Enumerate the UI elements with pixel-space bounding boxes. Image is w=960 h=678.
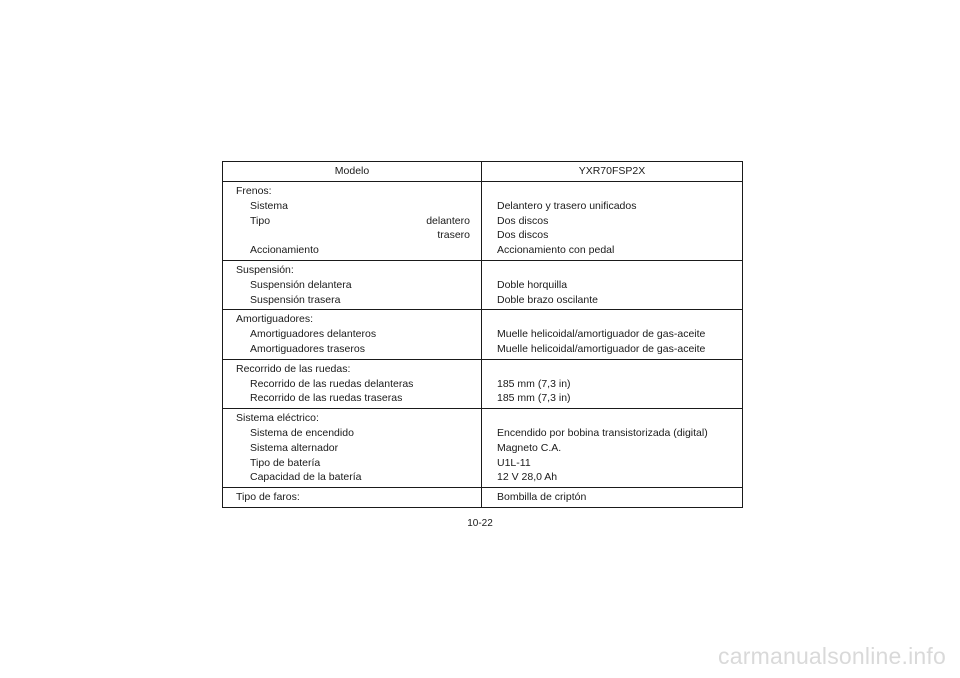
spec-row bbox=[223, 214, 743, 229]
spec-header bbox=[223, 162, 743, 182]
spec-value: Accionamiento con pedal bbox=[497, 244, 615, 257]
spec-row bbox=[223, 199, 743, 214]
spec-label: Recorrido de las ruedas delanteras bbox=[250, 377, 414, 390]
spec-label: Sistema bbox=[250, 199, 288, 212]
spec-row bbox=[223, 456, 743, 471]
spec-row bbox=[223, 228, 743, 243]
spec-label: Sistema alternador bbox=[250, 441, 339, 454]
spec-value: Dos discos bbox=[497, 214, 549, 227]
spec-section bbox=[223, 409, 743, 488]
section-title: Sistema eléctrico: bbox=[236, 412, 319, 425]
spec-value: Muelle helicoidal/amortiguador de gas-aceite bbox=[497, 342, 706, 355]
model-value: YXR70FSP2X bbox=[578, 165, 646, 177]
spec-sublabel: delantero bbox=[426, 214, 470, 227]
spec-label: Suspensión delantera bbox=[250, 278, 352, 291]
section-title: Tipo de faros: bbox=[236, 491, 300, 504]
page-number: 10-22 bbox=[467, 518, 493, 529]
spec-label: Amortiguadores traseros bbox=[250, 342, 365, 355]
section-title-row bbox=[223, 260, 743, 277]
spec-row bbox=[223, 293, 743, 310]
section-title: Frenos: bbox=[236, 185, 272, 197]
spec-section bbox=[223, 182, 743, 261]
section-title-row bbox=[223, 310, 743, 327]
spec-value: 185 mm (7,3 in) bbox=[497, 377, 571, 390]
spec-table bbox=[222, 161, 743, 508]
watermark: carmanualsonline.info bbox=[718, 643, 946, 669]
section-title: Amortiguadores: bbox=[236, 313, 314, 326]
spec-label: Accionamiento bbox=[250, 244, 319, 257]
section-title-row bbox=[223, 409, 743, 426]
spec-section bbox=[223, 359, 743, 408]
spec-row bbox=[223, 327, 743, 342]
section-title-value: Bombilla de criptón bbox=[497, 491, 587, 504]
spec-label: Sistema de encendido bbox=[250, 426, 354, 439]
spec-value: Encendido por bobina transistorizada (digital) bbox=[497, 426, 708, 439]
spec-value: Doble horquilla bbox=[497, 278, 568, 291]
spec-row bbox=[223, 426, 743, 441]
section-title-row bbox=[223, 488, 743, 508]
section-title-row bbox=[223, 359, 743, 376]
spec-row bbox=[223, 377, 743, 392]
spec-value: Doble brazo oscilante bbox=[497, 293, 598, 306]
spec-section bbox=[223, 488, 743, 508]
header-row bbox=[223, 162, 743, 182]
spec-row bbox=[223, 342, 743, 359]
model-label: Modelo bbox=[223, 162, 482, 182]
spec-label: Suspensión trasera bbox=[250, 293, 341, 306]
section-title: Recorrido de las ruedas: bbox=[236, 362, 351, 375]
section-title: Suspensión: bbox=[236, 263, 294, 276]
spec-value: Dos discos bbox=[497, 229, 549, 242]
spec-value: 185 mm (7,3 in) bbox=[497, 392, 571, 405]
spec-row bbox=[223, 278, 743, 293]
spec-row bbox=[223, 441, 743, 456]
spec-value: Magneto C.A. bbox=[497, 441, 562, 454]
spec-row bbox=[223, 243, 743, 260]
spec-value: U1L-11 bbox=[497, 456, 531, 469]
spec-section bbox=[223, 310, 743, 359]
spec-label: Tipo bbox=[250, 214, 271, 227]
section-title-row bbox=[223, 182, 743, 199]
spec-section bbox=[223, 260, 743, 309]
spec-value: Delantero y trasero unificados bbox=[497, 199, 637, 212]
spec-label: Capacidad de la batería bbox=[250, 471, 362, 484]
spec-sublabel: trasero bbox=[437, 229, 470, 242]
spec-value: Muelle helicoidal/amortiguador de gas-aceite bbox=[497, 328, 706, 341]
spec-label: Tipo de batería bbox=[250, 456, 321, 469]
spec-row bbox=[223, 391, 743, 408]
spec-value: 12 V 28,0 Ah bbox=[497, 471, 558, 484]
spec-row bbox=[223, 470, 743, 487]
spec-label: Amortiguadores delanteros bbox=[250, 328, 377, 341]
spec-label: Recorrido de las ruedas traseras bbox=[250, 392, 403, 405]
